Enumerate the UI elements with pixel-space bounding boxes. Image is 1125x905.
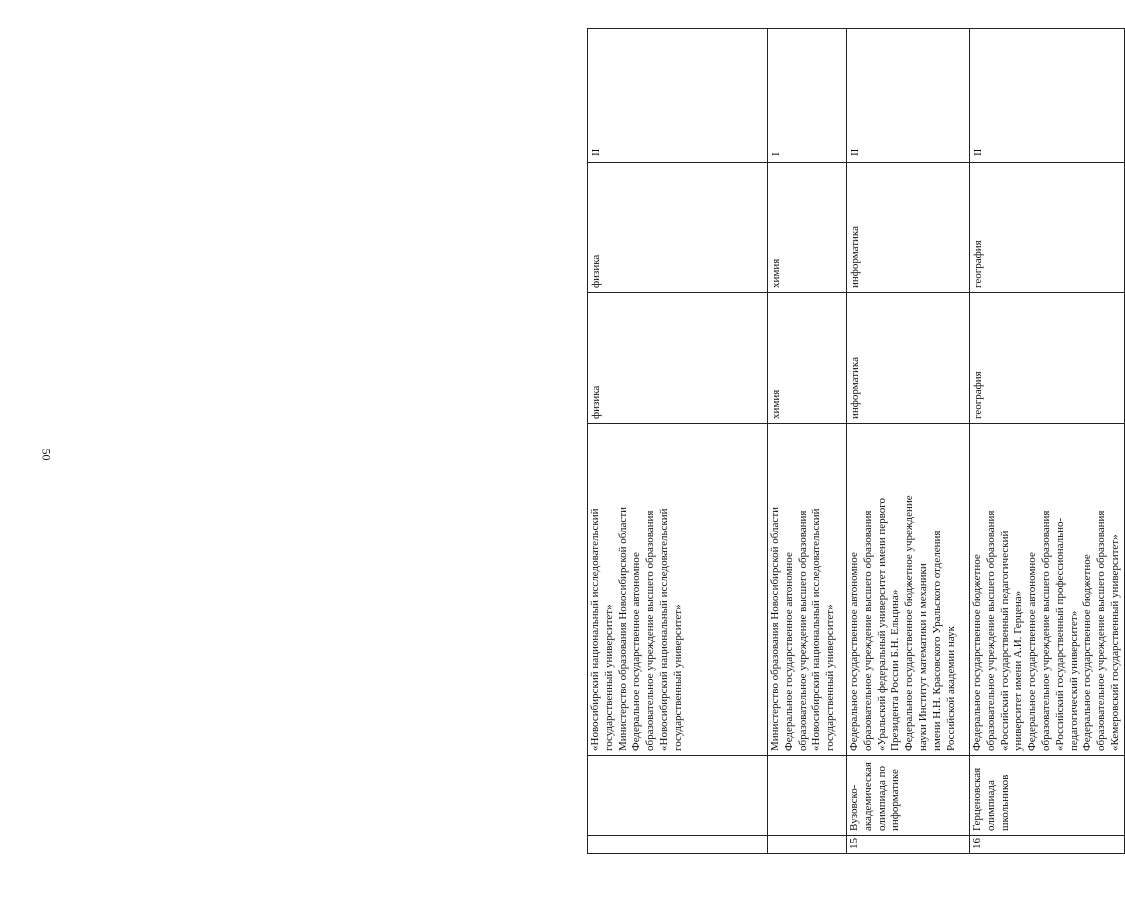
organizer-line: «Кемеровский государственный университет» (1108, 534, 1121, 751)
page-number: 50 (39, 448, 54, 461)
organizers (768, 424, 847, 756)
subject: физика (588, 163, 768, 293)
organizer-line: «Новосибирский национальный исследовательский (810, 508, 823, 751)
organizer-line: педагогический университет» (1067, 610, 1080, 751)
organizers (588, 424, 768, 756)
profile: информатика (847, 293, 970, 424)
organizer-line: образовательное учреждение высшего образования (861, 510, 874, 751)
organizer-line: Федеральное государственное бюджетное (1081, 554, 1094, 751)
organizer-line: Российской академии наук (944, 626, 957, 751)
profile: физика (588, 293, 768, 424)
table-row (847, 29, 970, 854)
organizer-line: образовательное учреждение высшего образования (796, 510, 809, 751)
row-number: 16 (970, 836, 1125, 854)
subject: химия (768, 163, 847, 293)
organizer-line: государственный университет» (671, 604, 684, 751)
olympiad-name (768, 756, 847, 836)
organizer-line: «Новосибирский национальный исследовательский (589, 508, 601, 751)
olympiad-table (587, 28, 1125, 854)
organizer-line: Министерство образования Новосибирской области (616, 506, 629, 751)
organizer-line: образовательное учреждение высшего образования (644, 510, 657, 751)
organizer-line: образовательное учреждение высшего образования (984, 510, 997, 751)
olympiad-name: Герценовская олимпиада школьников (970, 756, 1125, 836)
organizer-line: Федеральное государственное автономное (630, 552, 643, 751)
organizer-line: Федеральное государственное бюджетное (971, 554, 983, 751)
organizer-line: «Новосибирский национальный исследовательский (657, 508, 670, 751)
row-number (588, 836, 768, 854)
organizer-line: Президента России Б.Н. Ельцина» (889, 589, 902, 751)
olympiad-name (588, 756, 768, 836)
olympiad-name: Вузовско-академическая олимпиада по информатике (847, 756, 970, 836)
organizer-line: Министерство образования Новосибирской области (769, 506, 781, 751)
olympiad-level: I (768, 29, 847, 163)
organizer-line: «Российский государственный профессионально- (1053, 517, 1066, 751)
organizer-line: «Российский государственный педагогический (998, 530, 1011, 751)
organizer-line: Федеральное государственное автономное (848, 552, 860, 751)
profile: география (970, 293, 1125, 424)
olympiad-level: II (970, 29, 1125, 163)
subject: география (970, 163, 1125, 293)
organizer-line: Федеральное государственное автономное (1026, 552, 1039, 751)
organizer-line: государственный университет» (824, 604, 837, 751)
document-page (587, 29, 1124, 854)
table-row (970, 29, 1125, 854)
organizer-line: Федеральное государственное автономное (782, 552, 795, 751)
olympiad-level: II (588, 29, 768, 163)
organizer-line: имени Н.Н. Красовского Уральского отделения (930, 530, 943, 751)
row-number (768, 836, 847, 854)
profile: химия (768, 293, 847, 424)
subject: информатика (847, 163, 970, 293)
row-number: 15 (847, 836, 970, 854)
organizer-line: Федеральное государственное бюджетное учреждение (903, 495, 916, 751)
organizer-line: государственный университет» (602, 604, 615, 751)
table-row (588, 29, 768, 854)
organizer-line: образовательное учреждение высшего образования (1095, 510, 1108, 751)
organizer-line: университет имени А.И. Герцена» (1012, 590, 1025, 751)
olympiad-level: II (847, 29, 970, 163)
organizers (970, 424, 1125, 756)
organizer-line: «Уральский федеральный университет имени первого (875, 498, 888, 751)
organizers (847, 424, 970, 756)
organizer-line: науки Институт математики и механики (916, 563, 929, 751)
table-row (768, 29, 847, 854)
organizer-line: образовательное учреждение высшего образования (1039, 510, 1052, 751)
